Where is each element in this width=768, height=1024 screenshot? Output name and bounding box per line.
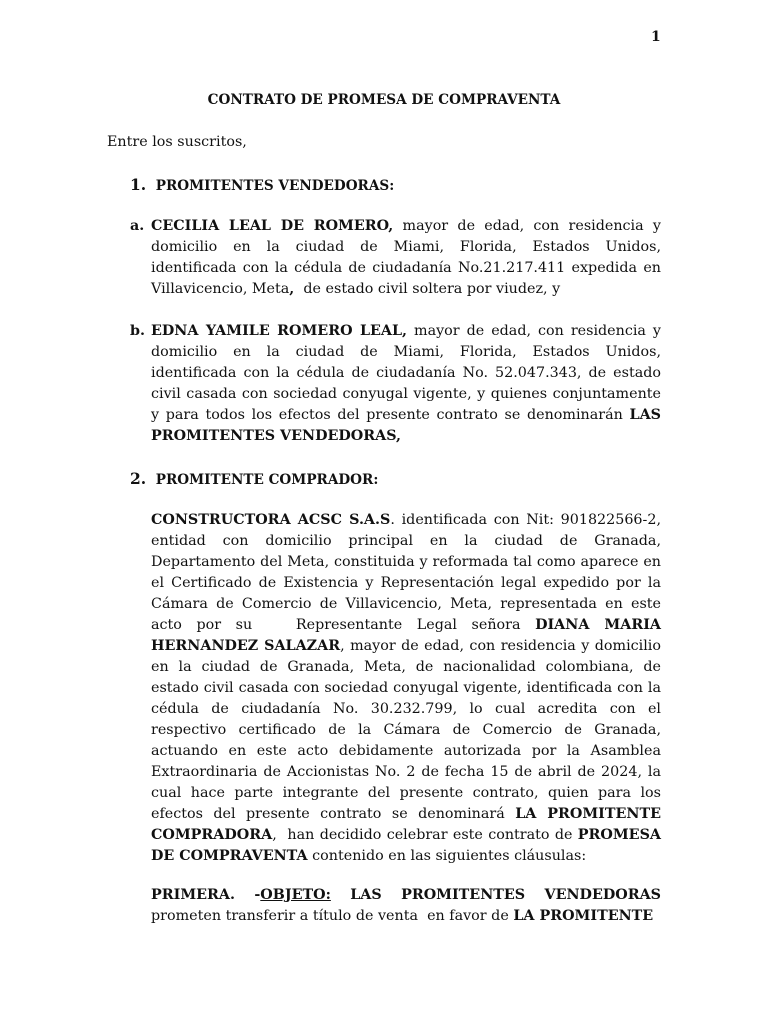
seller-a-paragraph [151,216,661,300]
section-heading-text: PROMITENTES VENDEDORAS: [155,178,395,194]
page-number: 1 [651,29,661,45]
text-run: efectos del presente contrato se denominará [151,806,516,822]
section-number: 1. [130,175,147,194]
bold-text: DIANA MARIA [535,617,661,633]
paragraph-line [151,552,661,573]
text-run: domicilio en la ciudad de Miami, Florida, Estados Unidos, [151,239,661,255]
buyer-paragraph [151,510,661,867]
text-run: entidad con domicilio principal en la ciudad de Granada, [151,533,661,549]
bold-text: CECILIA LEAL DE ROMERO, [151,218,394,234]
paragraph-line [151,699,661,720]
intro-text: Entre los suscritos, [107,134,247,150]
text-run: en la ciudad de Granada, Meta, de nacionalidad colombiana, de [151,659,661,675]
paragraph-line [151,678,661,699]
paragraph-line [151,657,661,678]
text-run: cual hace parte integrante del presente contrato, quien para los [151,785,661,801]
bold-text: PROMITENTES VENDEDORAS, [151,428,402,444]
text-run: el Certificado de Existencia y Representación legal expedido por la [151,575,661,591]
clause-first-paragraph [151,885,661,927]
paragraph-line [151,762,661,783]
text-run: identificada con la cédula de ciudadanía No.21.217.411 expedida en [151,260,661,276]
paragraph-line [151,741,661,762]
text-run: Extraordinaria de Accionistas No. 2 de fecha 15 de abril de 2024, la [151,764,661,780]
paragraph-line [151,237,661,258]
paragraph-line [151,216,661,237]
paragraph-line [151,279,661,300]
seller-b-paragraph [151,321,661,447]
document-title: CONTRATO DE PROMESA DE COMPRAVENTA [207,92,561,108]
text-run: civil casada con sociedad conyugal vigente, y quienes conjuntamente [151,386,661,402]
paragraph-line [151,573,661,594]
paragraph-line [151,825,661,846]
paragraph-line [151,405,661,426]
text-run: mayor de edad, con residencia y [393,218,662,234]
text-run: actuando en este acto debidamente autorizada por la Asamblea [151,743,661,759]
bold-text: LAS [629,407,661,423]
paragraph-line [151,594,661,615]
paragraph-line [151,321,661,342]
bold-text: COMPRADORA [151,827,273,843]
section-number: 2. [130,469,147,488]
bold-text: PRIMERA. - [151,887,261,903]
paragraph-line [151,510,661,531]
text-run: acto por su Representante Legal señora [151,617,536,633]
bold-text: LAS PROMITENTES VENDEDORAS [330,887,661,903]
bold-text: , [289,281,295,297]
paragraph-line [151,615,661,636]
paragraph-line [151,804,661,825]
paragraph-line [151,531,661,552]
text-run: , mayor de edad, con residencia y domicilio [340,638,661,654]
text-run: cédula de ciudadanía No. 30.232.799, lo cual acredita con el [151,701,661,717]
section-sellers-heading [130,174,394,197]
paragraph-line [151,342,661,363]
bold-text: EDNA YAMILE ROMERO LEAL, [151,323,408,339]
item-marker-b: b. [130,323,145,339]
text-run: identificada con la cédula de ciudadanía No. 52.047.343, de estado [151,365,661,381]
paragraph-line [151,906,661,927]
text-run: respectivo certificado de la Cámara de Comercio de Granada, [151,722,661,738]
bold-text: DE COMPRAVENTA [151,848,308,864]
text-run: , han decidido celebrar este contrato de [272,827,578,843]
paragraph-line [151,783,661,804]
text-run: estado civil casada con sociedad conyugal vigente, identificada con la [151,680,661,696]
paragraph-line [151,426,661,447]
paragraph-line [151,846,661,867]
section-buyer-heading [130,468,378,491]
paragraph-line [151,720,661,741]
text-run: Villavicencio, Meta [151,281,290,297]
text-run: contenido en las siguientes cláusulas: [307,848,587,864]
paragraph-line [151,384,661,405]
bold-text: LA PROMITENTE [515,806,661,822]
text-run: de estado civil soltera por viudez, y [294,281,561,297]
text-run: prometen transferir a título de venta en favor de [151,908,514,924]
bold-text: HERNANDEZ SALAZAR [151,638,341,654]
text-run: y para todos los efectos del presente contrato se denominarán [151,407,630,423]
text-run: domicilio en la ciudad de Miami, Florida, Estados Unidos, [151,344,661,360]
underlined-heading: OBJETO: [260,887,331,903]
bold-text: LA PROMITENTE [513,908,654,924]
item-marker-a: a. [130,218,145,234]
bold-text: PROMESA [577,827,661,843]
text-run: . identificada con Nit: 901822566-2, [390,512,661,528]
text-run: Departamento del Meta, constituida y reformada tal como aparece en [151,554,661,570]
paragraph-line [151,363,661,384]
bold-text: CONSTRUCTORA ACSC S.A.S [151,512,391,528]
text-run: mayor de edad, con residencia y [407,323,662,339]
paragraph-line [151,258,661,279]
paragraph-line [151,636,661,657]
text-run: Cámara de Comercio de Villavicencio, Meta, representada en este [151,596,661,612]
paragraph-line [151,885,661,906]
section-heading-text: PROMITENTE COMPRADOR: [155,472,379,488]
